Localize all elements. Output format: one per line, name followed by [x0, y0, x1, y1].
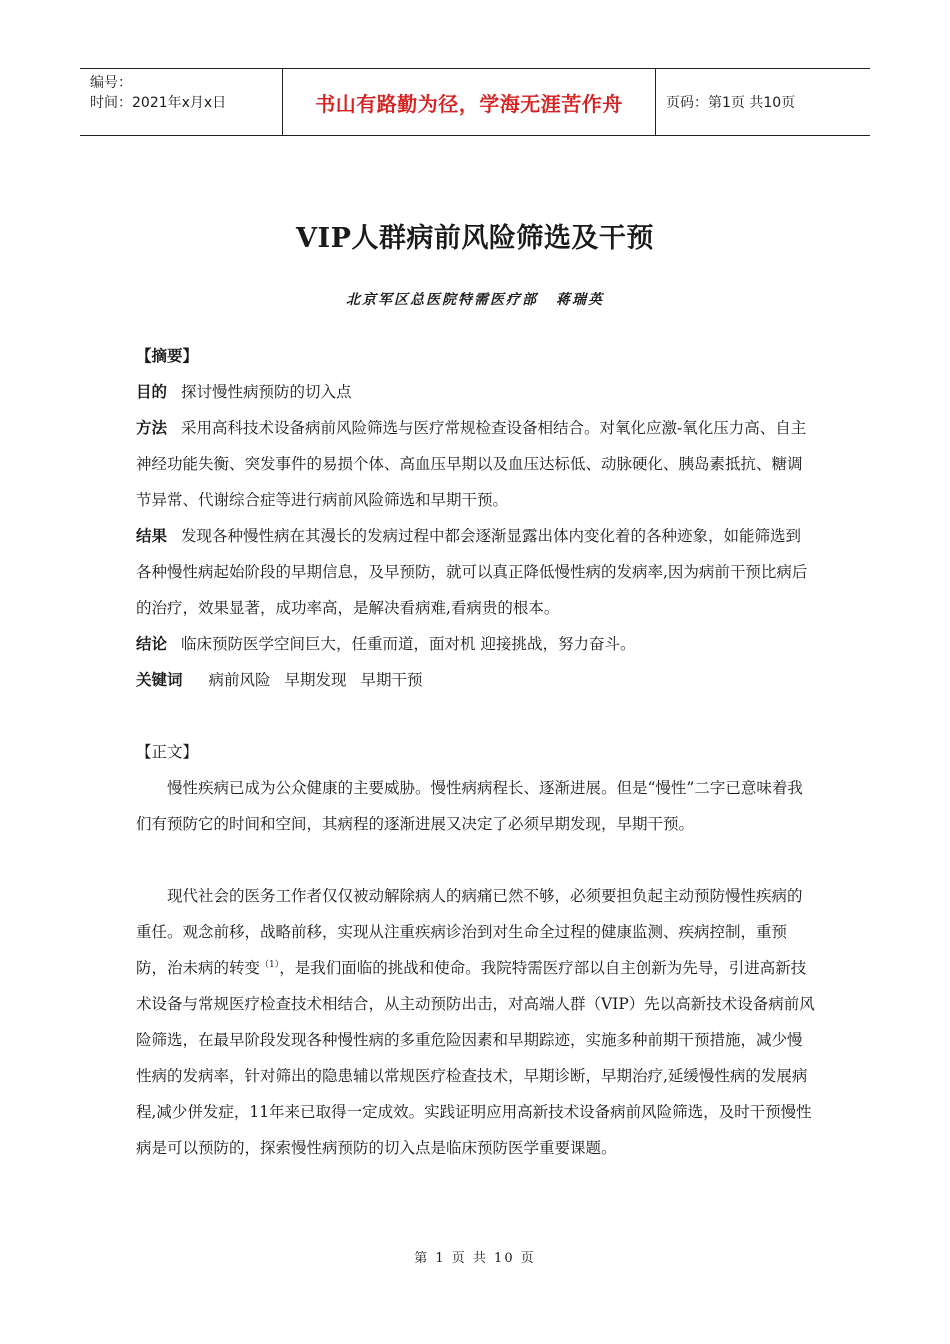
purpose-text: 探讨慢性病预防的切入点: [181, 383, 352, 401]
conclusion-label: 结论: [136, 635, 168, 653]
abstract-result: [136, 518, 816, 626]
abstract-keywords: [136, 662, 816, 698]
keyword-item: 早期发现: [284, 671, 347, 689]
purpose-label: 目的: [136, 383, 168, 401]
author-line: [0, 289, 950, 309]
document-time-label: 时间：2021年x月x日: [90, 95, 227, 111]
header-meta: [80, 69, 282, 135]
abstract-purpose: [136, 374, 816, 410]
abstract-method: [136, 410, 816, 518]
header-motto: 书山有路勤为径，学海无涯苦作舟: [282, 69, 656, 135]
method-text: 采用高科技术设备病前风险筛选与医疗常规检查设备相结合。对氧化应激-氧化压力高、自主神经功能失衡、突发事件的易损个体、高血压早期以及血压达标低、动脉硬化、胰岛素抵抗、糖调节异常、代谢综合症等进行病前风险筛选和早期干预。: [136, 419, 807, 509]
keyword-item: 早期干预: [360, 671, 423, 689]
document-content: [136, 338, 816, 1166]
section-spacer: [136, 698, 816, 734]
abstract-heading: 【摘要】: [136, 347, 199, 365]
keyword-item: 病前风险: [208, 671, 271, 689]
result-label: 结果: [136, 527, 168, 545]
abstract-conclusion: [136, 626, 816, 662]
keywords-label: 关键词: [136, 671, 183, 689]
citation-ref: （1）: [260, 959, 280, 970]
body-paragraph-1: 慢性疾病已成为公众健康的主要威胁。慢性病病程长、逐渐进展。但是“慢性”二字已意味着我们有预防它的时间和空间，其病程的逐渐进展又决定了必须早期发现，早期干预。: [136, 779, 803, 833]
page-footer: 第 1 页 共 10 页: [414, 1251, 536, 1266]
method-label: 方法: [136, 419, 168, 437]
body-heading: 【正文】: [136, 743, 199, 761]
author-name: 蒋瑞英: [556, 292, 604, 308]
document-title: VIP人群病前风险筛选及干预: [296, 223, 654, 254]
header-page-info: 页码：第1页 共10页: [666, 95, 796, 111]
document-number-label: 编号：: [90, 75, 132, 91]
result-text: 发现各种慢性病在其漫长的发病过程中都会逐渐显露出体内变化着的各种迹象，如能筛选到各种慢性病起始阶段的早期信息，及早预防，就可以真正降低慢性病的发病率,因为病前干预比病后的治疗，效果显著，成功率高，是解决看病难,看病贵的根本。: [136, 527, 808, 617]
paragraph-2-part-a: 现代社会的医务工作者仅仅被动解除病人的病痛已然不够，必须要担负起主动预防慢性疾病的重任。观念前移，战略前移，实现从注重疾病诊治到对生命全过程的健康监测、疾病控制，重预防，治未病的转变: [136, 887, 803, 977]
paragraph-2-part-b: ，是我们面临的挑战和使命。我院特需医疗部以自主创新为先导，引进高新技术设备与常规医疗检查技术相结合，从主动预防出击，对高端人群（VIP）先以高新技术设备病前风险筛选，在最早阶段发现各种慢性病的多重危险因素和早期踪迹，实施多种前期干预措施，减少慢性病的发病率，针对筛出的隐患辅以常规医疗检查技术，早期诊断，早期治疗,延缓慢性病的发展病程,减少併发症，11年来已取得一定成效。实践证明应用高新技术设备病前风险筛选，及时干预慢性病是可以预防的，探索慢性病预防的切入点是临床预防医学重要课题。: [136, 959, 815, 1157]
conclusion-text: 临床预防医学空间巨大，任重而道，面对机 迎接挑战，努力奋斗。: [181, 635, 636, 653]
page-header: [80, 68, 870, 136]
body-paragraph-2: [136, 878, 816, 1166]
paragraph-spacer: [136, 842, 816, 878]
author-affiliation: 北京军区总医院特需医疗部: [346, 292, 538, 308]
